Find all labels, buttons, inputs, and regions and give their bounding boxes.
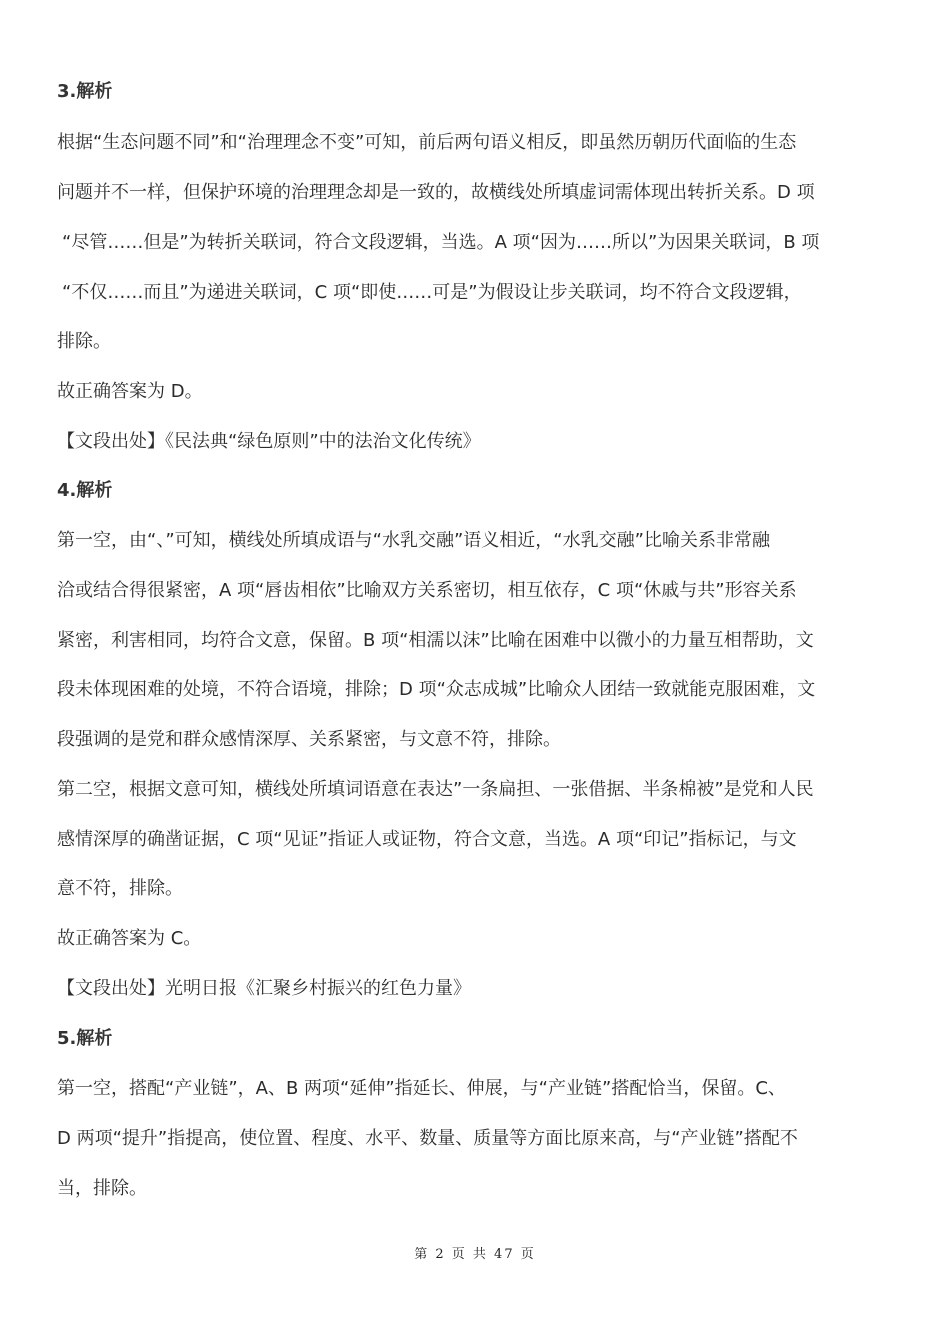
page-footer: 第 2 页 共 47 页 [414, 1247, 536, 1262]
section-heading: 4.解析 [57, 480, 113, 501]
paragraph-line: “不仅……而且”为递进关联词，C 项“即使……可是”为假设让步关联词，均不符合文段逻辑， [62, 282, 802, 303]
paragraph-line: 感情深厚的确凿证据，C 项“见证”指证人或证物，符合文意，当选。A 项“印记”指标记，与文 [57, 829, 797, 850]
paragraph-line: D 两项“提升”指提高，使位置、程度、水平、数量、质量等方面比原来高，与“产业链”搭配不 [57, 1128, 798, 1149]
section-heading: 3.解析 [57, 81, 113, 102]
paragraph-line: 当，排除。 [57, 1178, 147, 1199]
paragraph-line: 洽或结合得很紧密，A 项“唇齿相依”比喻双方关系密切，相互依存，C 项“休戚与共”形容关系 [57, 580, 797, 601]
paragraph-line: 问题并不一样，但保护环境的治理理念却是一致的，故横线处所填虚词需体现出转折关系。D 项 [57, 182, 815, 203]
paragraph-line: 意不符，排除。 [57, 878, 183, 899]
source-line: 【文段出处】光明日报《汇聚乡村振兴的红色力量》 [57, 978, 471, 999]
paragraph-line: “尽管……但是”为转折关联词，符合文段逻辑，当选。A 项“因为……所以”为因果关联词，B 项 [62, 232, 820, 253]
section-heading: 5.解析 [57, 1028, 113, 1049]
paragraph-line: 第二空，根据文意可知，横线处所填词语意在表达”一条扁担、一张借据、半条棉被”是党和人民 [57, 779, 814, 800]
paragraph-line: 第一空，搭配“产业链”，A、B 两项“延伸”指延长、伸展，与“产业链”搭配恰当，保留。C、 [57, 1078, 786, 1099]
paragraph-line: 第一空，由“、”可知，横线处所填成语与“水乳交融”语义相近，“水乳交融”比喻关系非常融 [57, 530, 770, 551]
answer-line: 故正确答案为 D。 [57, 381, 203, 402]
paragraph-line: 根据“生态问题不同”和“治理理念不变”可知，前后两句语义相反，即虽然历朝历代面临的生态 [57, 132, 797, 153]
source-line: 【文段出处】《民法典“绿色原则”中的法治文化传统》 [57, 431, 481, 452]
paragraph-line: 段未体现困难的处境，不符合语境，排除；D 项“众志成城”比喻众人团结一致就能克服困难，文 [57, 679, 816, 700]
paragraph-line: 排除。 [57, 331, 111, 352]
answer-line: 故正确答案为 C。 [57, 928, 202, 949]
paragraph-line: 紧密，利害相同，均符合文意，保留。B 项“相濡以沫”比喻在困难中以微小的力量互相帮助，文 [57, 630, 814, 651]
paragraph-line: 段强调的是党和群众感情深厚、关系紧密，与文意不符，排除。 [57, 729, 561, 750]
